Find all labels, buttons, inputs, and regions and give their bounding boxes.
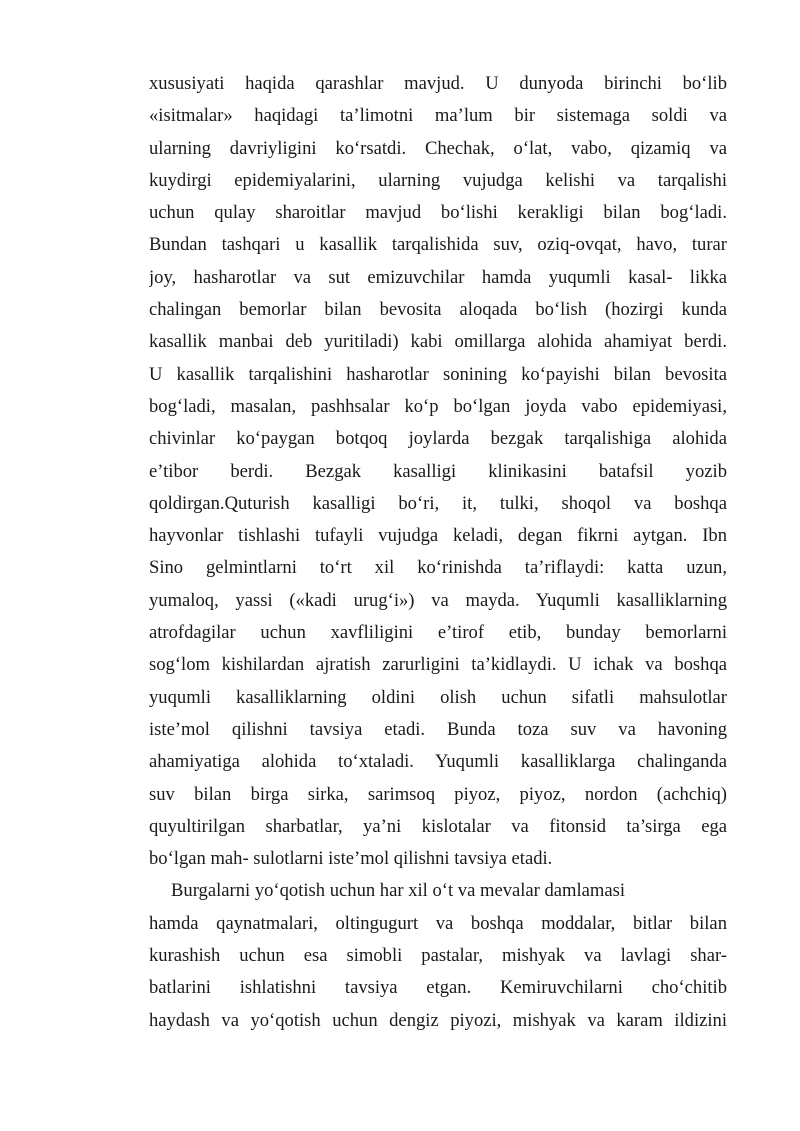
text-line: qoldirgan.Quturish kasalligi bo‘ri, it, tulki, shoqol va boshqa (149, 492, 727, 514)
text-line: Sino gelmintlarni to‘rt xil ko‘rinishda ta’riflaydi: katta uzun, (149, 557, 727, 579)
text-line: atrofdagilar uchun xavfliligini e’tirof etib, bunday bemorlarni (149, 622, 727, 644)
text-line: suv bilan birga sirka, sarimsoq piyoz, piyoz, nordon (achchiq) (149, 783, 727, 805)
text-line: kurashish uchun esa simobli pastalar, mishyak va lavlagi shar- (149, 945, 727, 967)
text-line: haydash va yo‘qotish uchun dengiz piyozi, mishyak va karam ildizini (149, 1009, 727, 1031)
text-line: ahamiyatiga alohida to‘xtaladi. Yuqumli kasalliklarga chalinganda (149, 751, 727, 773)
text-line: quyultirilgan sharbatlar, ya’ni kislotalar va fitonsid ta’sirga ega (149, 815, 727, 837)
text-line: joy, hasharotlar va sut emizuvchilar hamda yuqumli kasal- likka (149, 266, 727, 288)
text-line: chivinlar ko‘paygan botqoq joylarda bezgak tarqalishiga alohida (149, 428, 727, 450)
text-line: yuqumli kasalliklarning oldini olish uchun sifatli mahsulotlar (149, 686, 727, 708)
paragraph-last-line: bo‘lgan mah- sulotlarni iste’mol qilishni tavsiya etadi. (149, 848, 553, 870)
text-line: iste’mol qilishni tavsiya etadi. Bunda toza suv va havoning (149, 718, 727, 740)
paragraph-first-line: Burgalarni yo‘qotish uchun har xil o‘t va mevalar damlamasi (171, 880, 626, 902)
text-line: e’tibor berdi. Bezgak kasalligi klinikasini batafsil yozib (149, 460, 727, 482)
text-line: batlarini ishlatishni tavsiya etgan. Kemiruvchilarni cho‘chitib (149, 977, 727, 999)
text-line: Bundan tashqari u kasallik tarqalishida suv, oziq-ovqat, havo, turar (149, 234, 727, 256)
text-line: hamda qaynatmalari, oltingugurt va boshqa moddalar, bitlar bilan (149, 912, 727, 934)
text-line: kuydirgi epidemiyalarini, ularning vujudga kelishi va tarqalishi (149, 169, 727, 191)
text-line: «isitmalar» haqidagi ta’limotni ma’lum bir sistemaga soldi va (149, 105, 727, 127)
text-line: uchun qulay sharoitlar mavjud bo‘lishi kerakligi bilan bog‘ladi. (149, 202, 727, 224)
text-line: chalingan bemorlar bilan bevosita aloqada bo‘lish (hozirgi kunda (149, 299, 727, 321)
text-line: xususiyati haqida qarashlar mavjud. U dunyoda birinchi bo‘lib (149, 73, 727, 94)
text-line: hayvonlar tishlashi tufayli vujudga keladi, degan fikrni aytgan. Ibn (149, 525, 727, 547)
text-line: U kasallik tarqalishini hasharotlar sonining ko‘payishi bilan bevosita (149, 363, 727, 385)
text-line: kasallik manbai deb yuritiladi) kabi omillarga alohida ahamiyat berdi. (149, 331, 727, 353)
document-page (149, 68, 727, 1037)
text-line: yumaloq, yassi («kadi urug‘i») va mayda. Yuqumli kasalliklarning (149, 589, 727, 611)
text-line: sog‘lom kishilardan ajratish zarurligini ta’kidlaydi. U ichak va boshqa (149, 654, 727, 676)
text-line: ularning davriyligini ko‘rsatdi. Chechak, o‘lat, vabo, qizamiq va (149, 137, 727, 159)
text-line: bog‘ladi, masalan, pashhsalar ko‘p bo‘lgan joyda vabo epidemiyasi, (149, 395, 727, 417)
